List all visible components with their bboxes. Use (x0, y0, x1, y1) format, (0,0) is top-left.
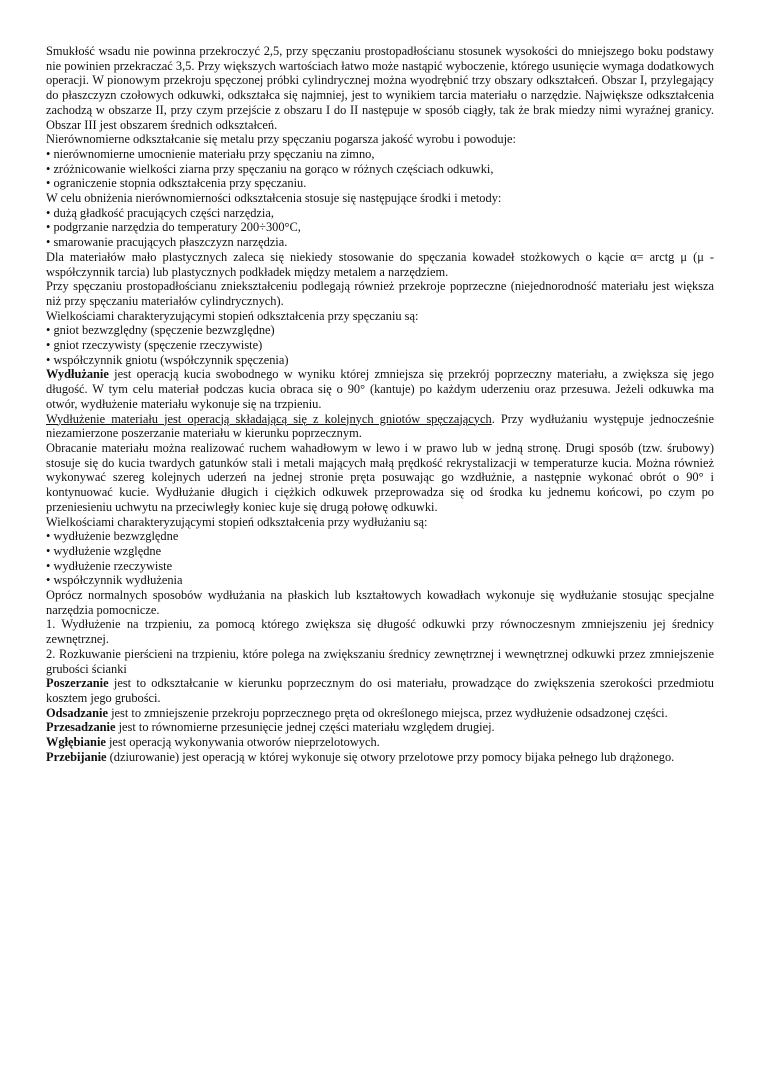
term-widening: Poszerzanie (46, 676, 109, 691)
numbered-item-2: 2. Rozkuwanie pierścieni na trzpieniu, które polega na zwiększaniu średnicy zewnętrznej i wewnętrznej odkuwki przez zmniejszenie grubości ścianki (46, 646, 714, 676)
paragraph-piercing (46, 750, 714, 765)
list-item: • współczynnik wydłużenia (46, 573, 714, 588)
paragraph-elongation-def (46, 412, 714, 441)
list-item: • smarowanie pracujących płaszczyzn narzędzia. (46, 235, 714, 250)
list-item: • podgrzanie narzędzia do temperatury 200÷300°C, (46, 220, 714, 235)
list-item: • gniot rzeczywisty (spęczenie rzeczywiste) (46, 338, 714, 353)
piercing-text: (dziurowanie) jest operacją w której wykonuje się otwory przelotowe przy pomocy bijaka pełnego lub drążonego. (106, 749, 675, 764)
list-item: • dużą gładkość pracujących części narzędzia, (46, 206, 714, 221)
list-item: • ograniczenie stopnia odkształcenia przy spęczaniu. (46, 176, 714, 191)
underlined-definition: Wydłużenie materiału jest operacją składającą się z kolejnych gniotów spęczających (46, 411, 492, 426)
list-item: • wydłużenie względne (46, 544, 714, 559)
paragraph-reduce: W celu obniżenia nierównomierności odkształcenia stosuje się następujące środki i metody: (46, 191, 502, 206)
paragraph-plastic: Dla materiałów mało plastycznych zaleca się niekiedy stosowanie do spęczania kowadeł stożkowych o kącie α= arctg μ (μ -współczynnik tarcia) lub plastycznych podkładek między metalem a narzędziem. (46, 249, 714, 279)
paragraph-intro: Smukłość wsadu nie powinna przekroczyć 2,5, przy spęczaniu prostopadłościanu stosunek wysokości do mniejszego boku podstawy nie powinien przekraczać 3,5. Przy większych wartościach łatwo może nastąpić wyboczenie, którego usunięcie wymaga dodatkowych operacji. W pionowym przekroju spęczonej próbki cylindrycznej można wyodrębnić trzy obszary odkształceń. Obszar I, przylegający do płaszczyzn czołowych odkuwki, odkształca się najmniej, jest to wynikiem tarcia materiału o narzędzie. Największe odkształcenia zachodzą w obszarze II, przy czym przejście z obszaru I do II następuje w sposób ciągły, tak że brak miedzy nimi wyraźnej granicy. Obszar III jest obszarem średnich odkształceń. (46, 44, 714, 132)
document-page (46, 44, 714, 764)
paragraph-special-tools: Oprócz normalnych sposobów wydłużania na płaskich lub kształtowych kowadłach wykonuje się wydłużanie stosując specjalne narzędzia pomocnicze. (46, 588, 714, 617)
shifting-text: jest to równomierne przesunięcie jednej części materiału względem drugiej. (115, 720, 495, 735)
list-item: • wydłużenie rzeczywiste (46, 559, 714, 574)
paragraph-elong-metrics: Wielkościami charakteryzującymi stopień odkształcenia przy wydłużaniu są: (46, 514, 428, 529)
paragraph-upset-metrics: Wielkościami charakteryzującymi stopień odkształcenia przy spęczaniu są: (46, 308, 419, 323)
term-piercing: Przebijanie (46, 749, 107, 764)
paragraph-prism: Przy spęczaniu prostopadłościanu zniekształceniu podlegają również przekroje poprzeczne (niejednorodność materiału jest większa niż przy spęczaniu materiałów cylindrycznych). (46, 279, 714, 308)
list-item: • nierównomierne umocnienie materiału przy spęczaniu na zimno, (46, 147, 714, 162)
elongation-def-rest: . Przy wydłużaniu występuje jednocześnie niezamierzone poszerzanie materiału w kierunku poprzecznym. (46, 411, 714, 441)
paragraph-nonuniform: Nierównomierne odkształcanie się metalu przy spęczaniu pogarsza jakość wyrobu i powoduje: (46, 132, 516, 147)
list-item: • gniot bezwzględny (spęczenie bezwzględne) (46, 323, 714, 338)
widening-text: jest to odkształcanie w kierunku poprzecznym do osi materiału, prowadzące do zwiększenia szerokości przedmiotu kosztem jego grubości. (46, 676, 714, 705)
offsetting-text: jest to zmniejszenie przekroju poprzecznego pręta od określonego miejsca, przez wydłużenie odsadzonej części. (107, 705, 668, 720)
paragraph-recessing (46, 735, 714, 750)
list-item: • zróżnicowanie wielkości ziarna przy spęczaniu na gorąco w różnych częściach odkuwki, (46, 162, 714, 177)
list-item: • współczynnik gniotu (współczynnik spęczenia) (46, 353, 714, 368)
term-offsetting: Odsadzanie (46, 705, 108, 720)
numbered-item-1: 1. Wydłużenie na trzpieniu, za pomocą którego zwiększa się długość odkuwki przy równoczesnym zmniejszeniu jej średnicy zewnętrznej. (46, 617, 714, 647)
paragraph-offsetting (46, 706, 714, 721)
term-recessing: Wgłębianie (46, 735, 106, 750)
paragraph-rotation: Obracanie materiału można realizować ruchem wahadłowym w lewo i w prawo lub w jedną stronę. Drugi sposób (tzw. śrubowy) stosuje się do kucia twardych gatunków stali i metali mających małą prędkość rekrystalizacji w temperaturze kucia. Można również wykonywać szereg kolejnych uderzeń na jednej stronie pręta posuwając go wzdłużnie, a następnie wykonać obrót o 90° i kontynuować kucie. Wydłużanie długich i ciężkich odkuwek przeprowadza się od środka ku jednemu końcowi, po czym po przeniesieniu uchwytu na przeciwległy koniec kuje się drugą połowę odkuwki. (46, 440, 714, 514)
paragraph-shifting (46, 720, 714, 735)
term-elongation: Wydłużanie (46, 367, 109, 382)
term-shifting: Przesadzanie (46, 720, 116, 735)
list-item: • wydłużenie bezwzględne (46, 529, 714, 544)
recessing-text: jest operacją wykonywania otworów nieprzelotowych. (105, 735, 380, 750)
elongation-text: jest operacją kucia swobodnego w wyniku której zmniejsza się przekrój poprzeczny materiału, a zwiększa się jego długość. W tym celu materiał podczas kucia obraca się o 90° (kantuje) po każdym uderzeniu oraz przesuwa. Jeżeli odkuwka ma otwór, wydłużenie materiału wykonuje się na trzpieniu. (46, 367, 714, 411)
paragraph-elongation (46, 367, 714, 411)
paragraph-widening (46, 676, 714, 705)
